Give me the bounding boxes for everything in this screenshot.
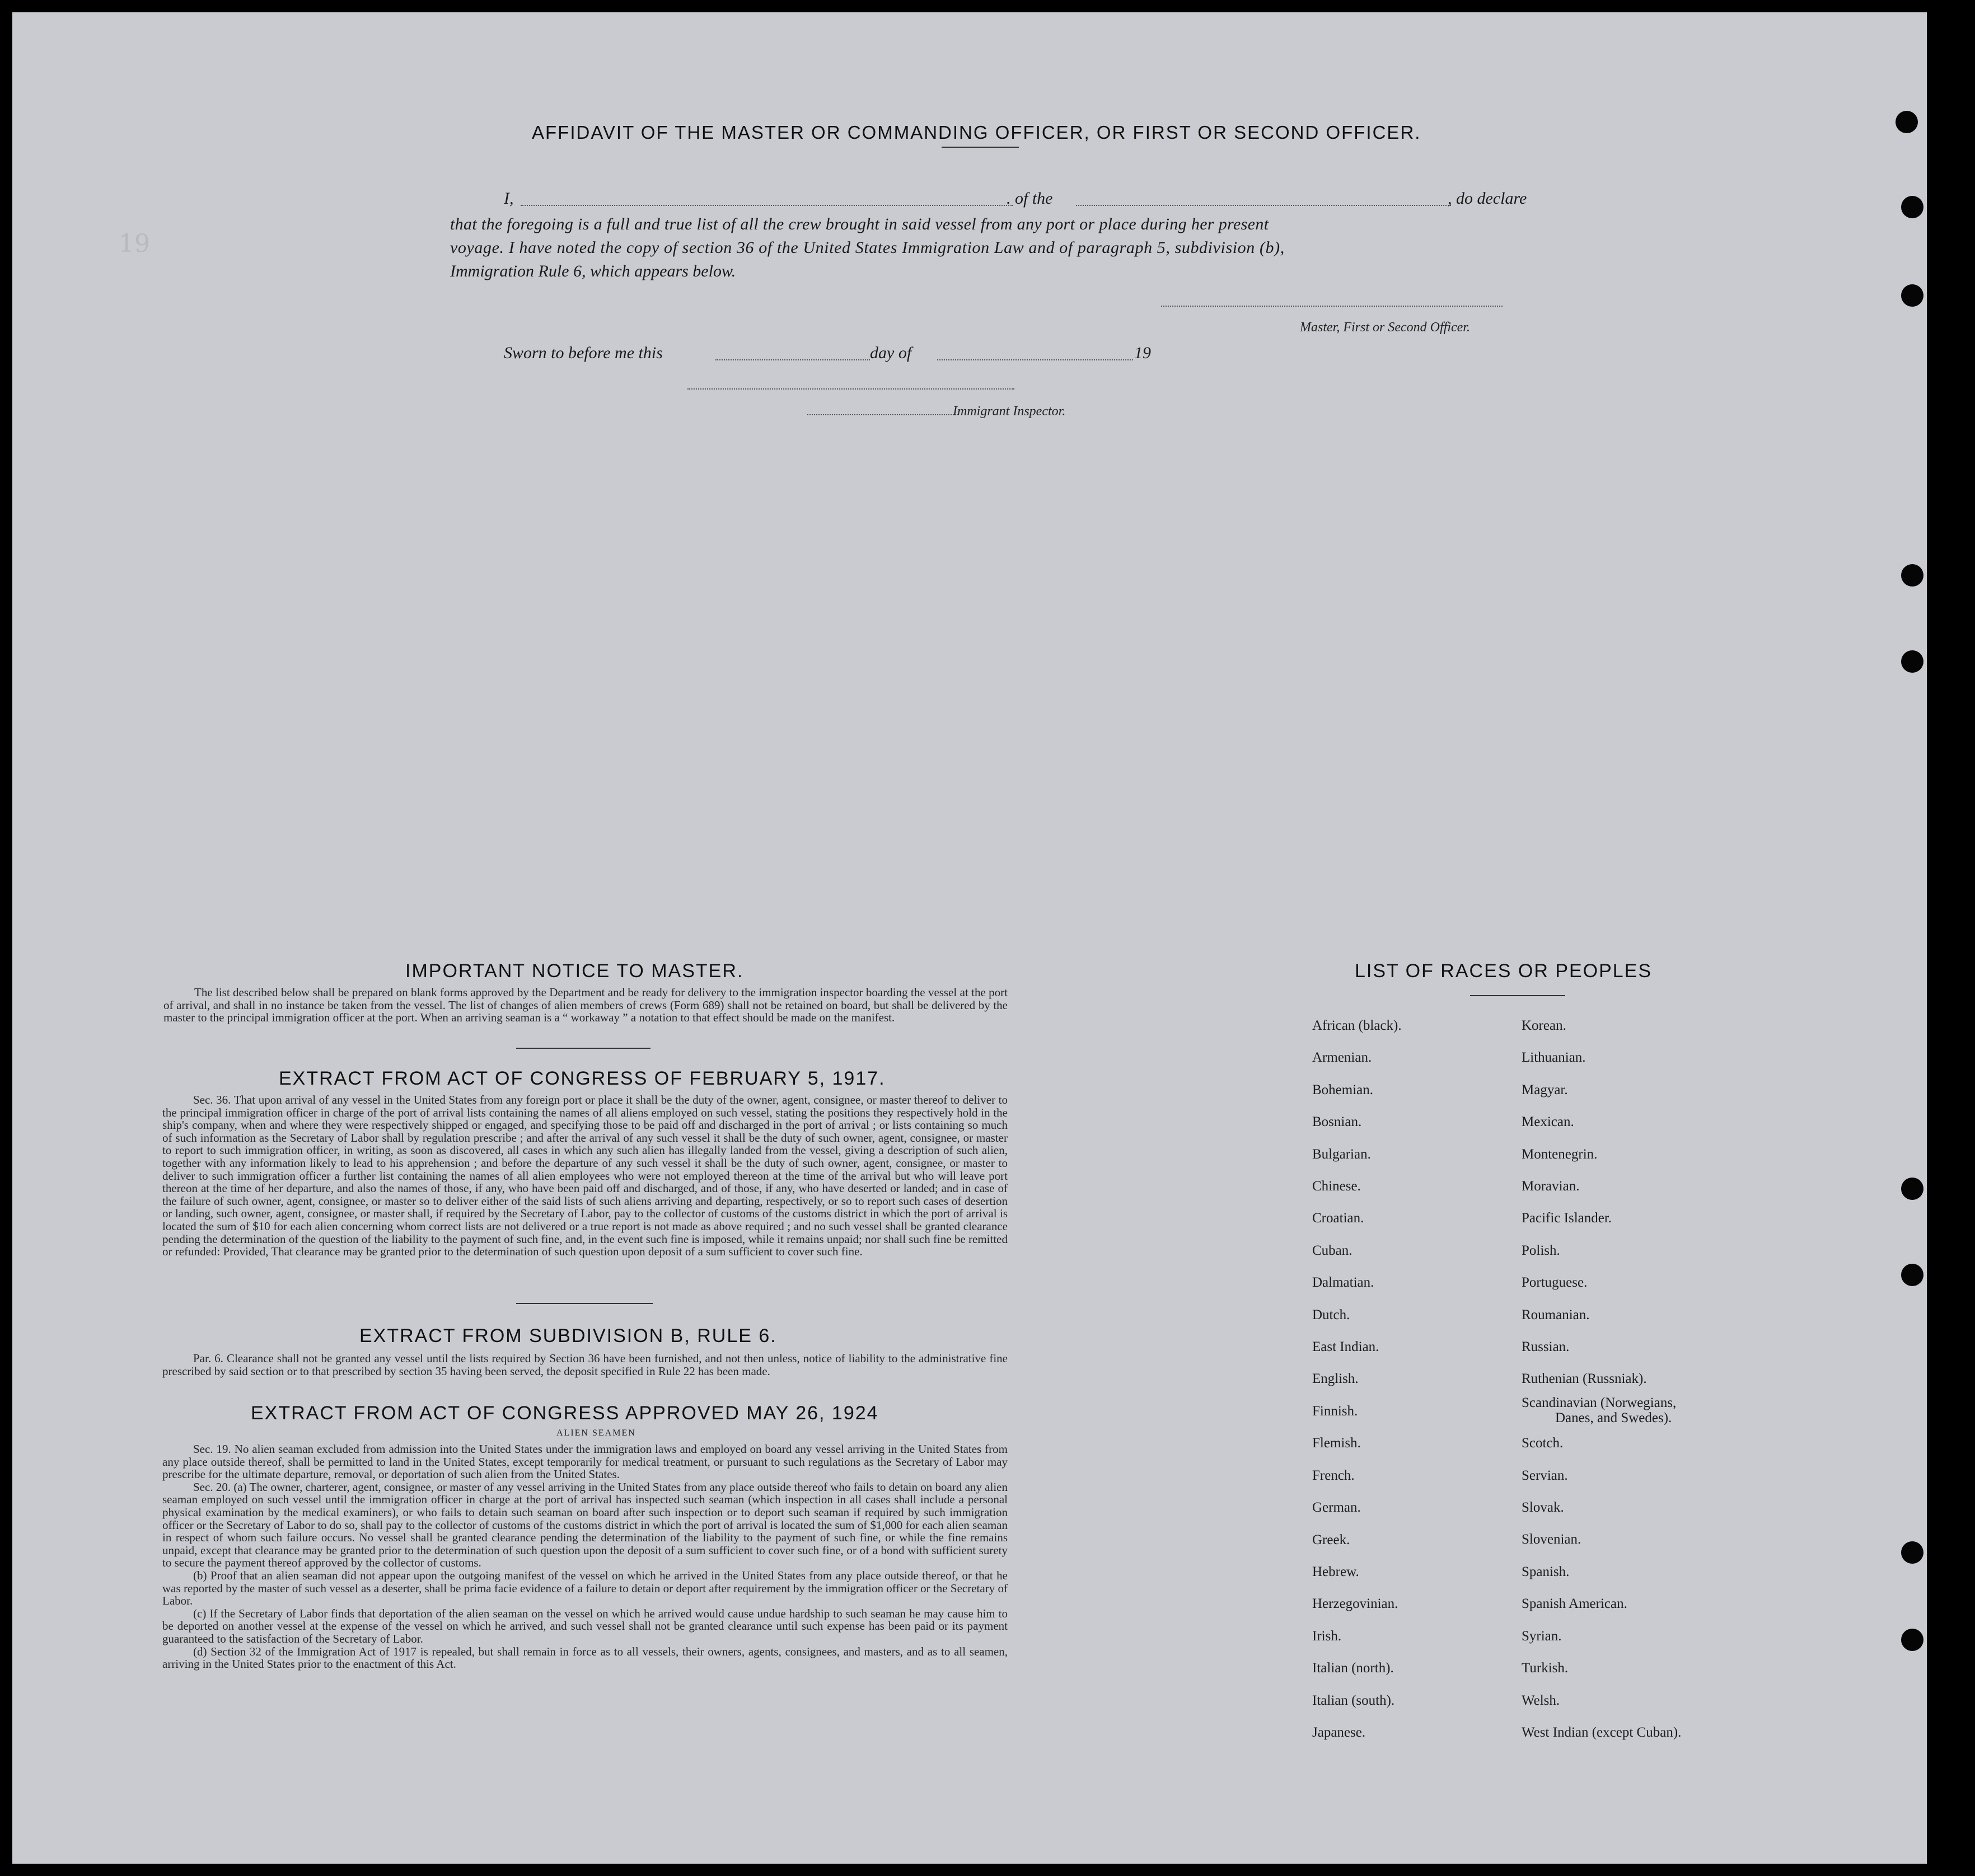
section-19-paragraph: Sec. 19. No alien seaman excluded from admission into the United States under the immigration laws and employed on board any vessel arriving in the United States from any place outside thereof, shall be permitted to land in the United States, except temporarily for medical treatment, or pursuant to such regulations as the Secretary of Labor may prescribe for the ultimate departure, removal, or deportation of such alien from the United States. [162,1442,1008,1481]
inspector-blank[interactable] [687,388,1014,390]
binder-hole [1901,1178,1923,1200]
name-blank[interactable] [521,205,1013,206]
races-right-column [1522,1010,1681,1748]
divider [516,1048,650,1049]
page-mark: 19 [119,229,150,258]
race-item: Ruthenian (Russniak). [1522,1371,1647,1387]
race-item: Polish. [1522,1242,1560,1258]
vessel-blank[interactable] [1076,205,1451,206]
section-36-paragraph: Sec. 36. That upon arrival of any vessel in the United States from any foreign port or place it shall be the duty of the owner, agent, consignee, or master thereof to deliver to the principal immigration officer in charge of the port of arrival lists containing the names of all aliens employed on such vessel, stating the positions they respectively hold in the ship's company, when and where they were respectively shipped or engaged, and specifying those to be paid off and discharged in the port of arrival ; or lists containing so much of such information as the Secretary of Labor shall by regulation prescribe ; and after the arrival of any such vessel it shall be the duty of such owner, agent, consignee, or master to report to such immigration officer, in writing, as soon as discovered, all cases in which any such alien has illegally landed from the vessel, giving a description of such alien, together with any information likely to lead to his apprehension ; and before the departure of any such vessel it shall be the duty of such owner, agent, consignee, or master to deliver to such immigration officer a further list containing the names of all alien employees who were not employed thereon at the time of the arrival but who will leave port thereon at the time of her departure, and also the names of those, if any, who have been paid off and discharged, and of those, if any, who have deserted or landed; and in case of the failure of such owner, agent, consignee, or master so to deliver either of the said lists of such aliens arriving and departing, respectively, or so to report such cases of desertion or landing, such owner, agent, consignee, or master shall, if required by the Secretary of Labor, pay to the collector of customs of the customs district in which the port of arrival is located the sum of $10 for each alien concerning whom correct lists are not delivered or a true report is not made as above required ; and no such vessel shall be granted clearance pending the determination of the question of the liability to the payment of such fine, and, in the event such fine is imposed, while it remains unpaid; nor shall such fine be remitted or refunded: Provided, That clearance may be granted prior to the determination of such question upon deposit of a sum sufficient to cover such fine. [162,1093,1008,1259]
inspector-caption: Immigrant Inspector. [953,404,1066,419]
extract-1924-text [162,1443,1008,1671]
binder-hole [1901,650,1923,673]
section-20c-paragraph: (c) If the Secretary of Labor finds that deportation of the alien seaman on the vessel on which he arrived would cause undue hardship to such seaman he may cause him to be deported on another vessel at the expense of the vessel on which he arrived, and such vessel shall not be granted clearance until such expense has been paid or its payment guaranteed to the satisfaction of the Secretary of Labor. [162,1606,1008,1645]
race-item: Bosnian. [1312,1114,1362,1130]
binder-hole [1901,1264,1923,1286]
affidavit-of-the: . of the [1007,189,1053,208]
race-item: Irish. [1312,1628,1342,1644]
race-item: English. [1312,1371,1359,1387]
race-item: Armenian. [1312,1050,1372,1066]
affidavit-title: AFFIDAVIT OF THE MASTER OR COMMANDING OFFICER, OR FIRST OR SECOND OFFICER. [532,122,1421,143]
notice-text [163,986,1008,1024]
race-item: German. [1312,1500,1361,1516]
section-20b-paragraph: (b) Proof that an alien seaman did not appear upon the outgoing manifest of the vessel on which he arrived in the United States from any place outside thereof, or that he was reported by the master of such vessel as a deserter, shall be prima facie evidence of a failure to detain or deport after requirement by the immigration officer or the Secretary of Labor. [162,1568,1008,1608]
race-item: Montenegrin. [1522,1146,1598,1162]
race-item: Danes, and Swedes). [1555,1410,1672,1425]
race-item: Slovak. [1522,1500,1564,1516]
race-item: Magyar. [1522,1082,1568,1098]
affidavit-line-3: voyage. I have noted the copy of section 36 of the United States Immigration Law and of paragraph 5, subdivision (b), [450,238,1285,257]
race-item: East Indian. [1312,1339,1379,1355]
binder-hole [1901,284,1923,307]
race-item: West Indian (except Cuban). [1522,1724,1682,1740]
extract-1917-text [162,1094,1008,1258]
races-left-column [1312,1010,1402,1748]
race-item: Mexican. [1522,1114,1574,1130]
race-item: French. [1312,1467,1355,1483]
year-prefix: 19 [1134,344,1151,362]
alien-seamen-subtitle: ALIEN SEAMEN [556,1428,636,1438]
rule-6-title: EXTRACT FROM SUBDIVISION B, RULE 6. [359,1325,777,1347]
race-item: Finnish. [1312,1403,1358,1419]
race-item: Portuguese. [1522,1275,1588,1291]
master-caption: Master, First or Second Officer. [1300,320,1470,335]
title-underline [942,147,1019,148]
race-item: Dutch. [1312,1307,1350,1322]
binder-hole [1901,1541,1923,1564]
affidavit-declare: , do declare [1448,189,1527,208]
race-item: Herzegovinian. [1312,1596,1398,1612]
race-item: Bohemian. [1312,1082,1374,1098]
sworn-month-blank[interactable] [937,359,1133,360]
race-item: Turkish. [1522,1661,1569,1676]
binder-hole [1901,1629,1923,1651]
race-item: Russian. [1522,1339,1570,1355]
race-item: Scandinavian (Norwegians, [1522,1395,1677,1410]
affidavit-line-2: that the foregoing is a full and true list of all the crew brought in said vessel from any port or place during her present [450,215,1269,233]
binder-hole [1896,111,1918,133]
race-item: Cuban. [1312,1242,1352,1258]
race-item: Flemish. [1312,1436,1361,1451]
binder-hole [1901,564,1923,587]
master-signature-line[interactable] [1161,306,1503,307]
race-item: Dalmatian. [1312,1275,1374,1291]
race-item: Hebrew. [1312,1564,1359,1579]
binder-hole [1901,196,1923,218]
race-item: Servian. [1522,1467,1568,1483]
races-title: LIST OF RACES OR PEOPLES [1355,960,1653,982]
race-item: Welsh. [1522,1692,1560,1708]
rule-6-paragraph: Par. 6. Clearance shall not be granted any vessel until the lists required by Section 36 have been furnished, and not then unless, notice of liability to the administrative fine prescribed by said section or to that prescribed by section 35 having been served, the deposit specified in Rule 22 has been made. [162,1352,1008,1378]
race-item: Croatian. [1312,1211,1364,1226]
race-item: Greek. [1312,1532,1350,1547]
sworn-day-blank[interactable] [715,359,870,360]
sworn-text: Sworn to before me this [504,344,663,362]
race-item: Bulgarian. [1312,1146,1371,1162]
race-item: African (black). [1312,1018,1402,1033]
race-item: Italian (north). [1312,1661,1394,1676]
notice-title: IMPORTANT NOTICE TO MASTER. [405,960,744,982]
form-page [12,12,1927,1864]
race-item: Spanish American. [1522,1596,1627,1612]
race-item: Scotch. [1522,1436,1564,1451]
race-item: Chinese. [1312,1179,1361,1194]
divider [516,1303,653,1304]
day-of-text: day of [870,344,912,362]
race-item: Syrian. [1522,1628,1562,1644]
race-item: Japanese. [1312,1724,1366,1740]
affidavit-i: I, [504,189,514,208]
affidavit-line-4: Immigration Rule 6, which appears below. [450,262,736,280]
race-item: Korean. [1522,1018,1566,1033]
races-underline [1470,995,1565,996]
race-item-scandinavian [1522,1395,1681,1427]
extract-1924-title: EXTRACT FROM ACT OF CONGRESS APPROVED MAY 26, 1924 [251,1403,879,1424]
rule-6-text [162,1352,1008,1377]
race-item: Lithuanian. [1522,1050,1586,1066]
race-item: Spanish. [1522,1564,1570,1579]
race-item: Slovenian. [1522,1532,1581,1547]
extract-1917-title: EXTRACT FROM ACT OF CONGRESS OF FEBRUARY 5, 1917. [279,1068,886,1089]
notice-paragraph: The list described below shall be prepared on blank forms approved by the Department and be ready for delivery to the immigration inspector boarding the vessel at the port of arrival, and shall in no instance be taken from the vessel. The list of changes of alien members of crews (Form 689) shall not be retained on board, but shall be delivered by the master to the principal immigration officer at the port. When an arriving seaman is a “ workaway ” a notation to that effect should be made on the manifest. [163,986,1008,1025]
section-20a-paragraph: Sec. 20. (a) The owner, charterer, agent, consignee, or master of any vessel arriving in the United States from any place outside thereof who fails to detain on board any alien seaman employed on such vessel until the immigration officer in charge at the port of arrival has inspected such seaman (which inspection in all cases shall include a personal physical examination by the medical examiners), or who fails to detain such seaman on board after such inspection or to deport such seaman if required by such immigration officer or the Secretary of Labor to do so, shall pay to the collector of customs of the customs district in which the port of arrival is located the sum of $1,000 for each alien seaman in respect of whom such failure occurs. No vessel shall be granted clearance pending the determination of the liability to the payment of such fine, or while the fine remains unpaid, except that clearance may be granted prior to the determination of such question upon the deposit of a sum sufficient to cover such fine, or of a bond with sufficient surety to secure the payment thereof approved by the collector of customs. [162,1480,1008,1570]
race-item: Pacific Islander. [1522,1211,1612,1226]
race-item: Roumanian. [1522,1307,1590,1322]
race-item: Italian (south). [1312,1692,1395,1708]
section-20d-paragraph: (d) Section 32 of the Immigration Act of 1917 is repealed, but shall remain in force as to all vessels, their owners, agents, consignees, and masters, and as to all seamen, arriving in the United States prior to the enactment of this Act. [162,1644,1008,1671]
race-item: Moravian. [1522,1179,1580,1194]
inspector-signature-line[interactable] [807,414,958,415]
